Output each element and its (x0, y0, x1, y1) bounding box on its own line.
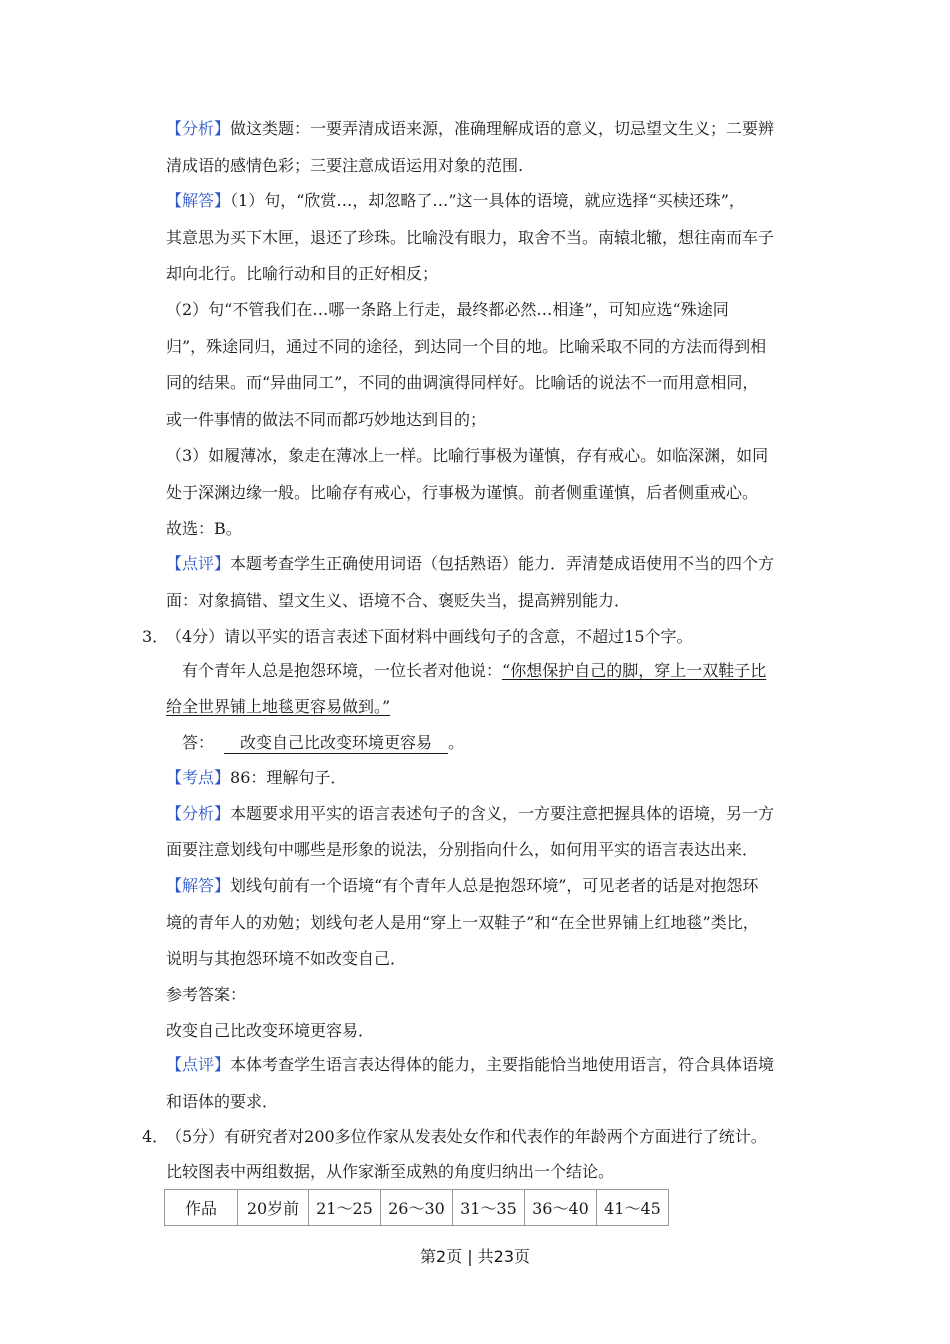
page-footer: 第2页 | 共23页 (419, 1247, 531, 1266)
answer-blank: 改变自己比改变环境更容易 (224, 733, 448, 754)
analysis-tag: 【分析】 (166, 804, 231, 823)
q4-number: 4． (142, 1127, 169, 1146)
q3-answer-explain-line-4: 参考答案： (166, 985, 247, 1004)
q2-answer-line-1: 【解答】（1）句，“欣赏…，却忽略了…”这一具体的语境，就应选择“买椟还珠”， (166, 191, 745, 210)
answer-tag: 【解答】 (166, 876, 231, 895)
q3-number: 3． (142, 627, 169, 646)
statistics-table (164, 1189, 669, 1226)
table-header-cell: 21～25 (309, 1190, 381, 1226)
table-header-row (165, 1190, 669, 1226)
q2-answer-line-6: 同的结果。而“异曲同工”，不同的曲调演得同样好。比喻话的说法不一而用意相同， (166, 373, 759, 392)
q3-keypoint: 【考点】86：理解句子． (166, 768, 347, 787)
q3-answer-line: 答： 改变自己比改变环境更容易 。 (182, 733, 465, 752)
comment-tag: 【点评】 (166, 554, 231, 573)
comment-tag: 【点评】 (166, 1055, 231, 1074)
underlined-sentence: “你想保护自己的脚，穿上一双鞋子比 (502, 661, 767, 680)
q2-answer-line-9: 处于深渊边缘一般。比喻存有戒心，行事极为谨慎。前者侧重谨慎，后者侧重戒心。 (166, 483, 759, 502)
q3-comment-line-1: 【点评】本体考查学生语言表达得体的能力，主要指能恰当地使用语言，符合具体语境 (166, 1055, 775, 1074)
q2-answer-line-3: 却向北行。比喻行动和目的正好相反； (166, 264, 439, 283)
table-header-cell: 作品 (165, 1190, 238, 1226)
q2-answer-line-7: 或一件事情的做法不同而都巧妙地达到目的； (166, 410, 487, 429)
q3-answer-explain-line-5: 改变自己比改变环境更容易． (166, 1021, 375, 1040)
q3-analysis-line-2: 面要注意划线句中哪些是形象的说法，分别指向什么，如何用平实的语言表达出来． (166, 840, 759, 859)
q3-analysis-line-1: 【分析】本题要求用平实的语言表述句子的含义，一方要注意把握具体的语境，另一方 (166, 804, 775, 823)
q3-answer-explain-line-1: 【解答】划线句前有一个语境“有个青年人总是抱怨环境”，可见老者的话是对抱怨环 (166, 876, 759, 895)
analysis-tag: 【分析】 (166, 119, 231, 138)
table-header-cell: 26～30 (381, 1190, 453, 1226)
q3-answer-explain-line-2: 境的青年人的劝勉；划线句老人是用“穿上一双鞋子”和“在全世界铺上红地毯”类比， (166, 913, 759, 932)
q3-answer-explain-line-3: 说明与其抱怨环境不如改变自己． (166, 949, 407, 968)
q3-material-line-1: 有个青年人总是抱怨环境，一位长者对他说：“你想保护自己的脚，穿上一双鞋子比 (182, 661, 767, 680)
q2-answer-line-10: 故选：B。 (166, 519, 242, 538)
q2-analysis-line-2: 清成语的感情色彩；三要注意成语运用对象的范围. (166, 156, 524, 175)
q3-material-line-2: 给全世界铺上地毯更容易做到。” (166, 697, 391, 716)
table-header-cell: 41～45 (597, 1190, 669, 1226)
q2-answer-line-2: 其意思为买下木匣，退还了珍珠。比喻没有眼力，取舍不当。南辕北辙，想往南而车子 (166, 228, 775, 247)
table-header-cell: 20岁前 (238, 1190, 309, 1226)
table-header-cell: 36～40 (525, 1190, 597, 1226)
q4-question-line-1: （5分）有研究者对200多位作家从发表处女作和代表作的年龄两个方面进行了统计。 (166, 1127, 767, 1146)
q4-question-line-2: 比较图表中两组数据，从作家渐至成熟的角度归纳出一个结论。 (166, 1162, 615, 1181)
q3-question: （4分）请以平实的语言表述下面材料中画线句子的含意，不超过15个字。 (166, 627, 693, 646)
q2-comment-line-1: 【点评】本题考查学生正确使用词语（包括熟语）能力．弄清楚成语使用不当的四个方 (166, 554, 775, 573)
q3-comment-line-2: 和语体的要求． (166, 1092, 279, 1111)
keypoint-tag: 【考点】 (166, 768, 231, 787)
q2-answer-line-5: 归”，殊途同归，通过不同的途径，到达同一个目的地。比喻采取不同的方法而得到相 (166, 337, 767, 356)
q2-analysis-line-1: 【分析】做这类题：一要弄清成语来源，准确理解成语的意义，切忌望文生义；二要辨 (166, 119, 775, 138)
table-header-cell: 31～35 (453, 1190, 525, 1226)
q2-answer-line-4: （2）句“不管我们在…哪一条路上行走，最终都必然…相逢”，可知应选“殊途同 (166, 300, 729, 319)
answer-tag: 【解答】 (166, 191, 231, 210)
q2-comment-line-2: 面：对象搞错、望文生义、语境不合、褒贬失当，提高辨别能力． (166, 591, 631, 610)
q2-answer-line-8: （3）如履薄冰，象走在薄冰上一样。比喻行事极为谨慎，存有戒心。如临深渊，如同 (166, 446, 769, 465)
